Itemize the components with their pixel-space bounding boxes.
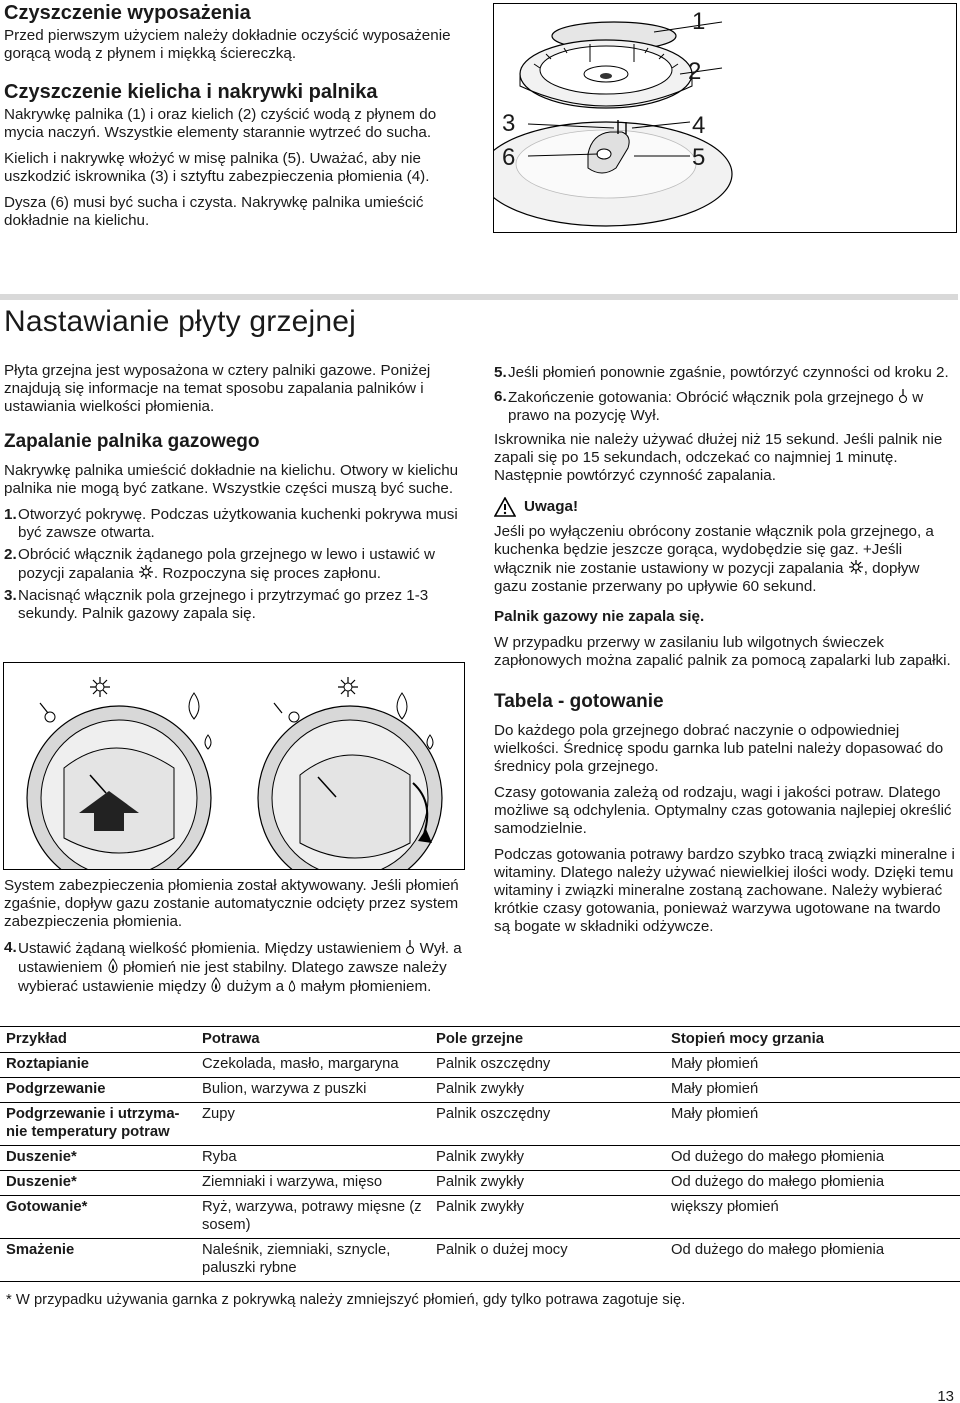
cell-dish: Zupy xyxy=(196,1103,430,1146)
header-example: Przykład xyxy=(0,1027,196,1053)
step-2-content xyxy=(18,546,466,583)
step-4-text-c: płomień nie jest stabilny. Dlatego zawsze należy wybierać ustawienie między xyxy=(18,959,447,995)
cell-zone: Palnik zwykły xyxy=(430,1171,665,1196)
cell-zone: Palnik zwykły xyxy=(430,1196,665,1239)
right-column xyxy=(494,364,956,944)
no-ignite-text: W przypadku przerwy w zasilaniu lub wilgotnych świeczek zapłonowych można zapalić palnik za pomocą zapalarki lub zapałki. xyxy=(494,634,951,669)
cell-example: Smażenie xyxy=(0,1239,196,1282)
table-row xyxy=(0,1078,960,1103)
setting-intro: Płyta grzejna jest wyposażona w cztery palniki gazowe. Poniżej znajdują się informacje na temat sposobu zapalania palników i ustawiania wielkości płomienia. xyxy=(4,362,431,415)
table-row xyxy=(0,1171,960,1196)
cell-level: Od dużego do małego płomienia xyxy=(665,1146,960,1171)
header-dish: Potrawa xyxy=(196,1027,430,1053)
cell-example: Podgrzewanie i utrzyma-nie temperatury potraw xyxy=(0,1103,196,1146)
burner-cleaning-p3: Dysza (6) musi być sucha i czysta. Nakrywkę palnika umieścić dokładnie na kielichu. xyxy=(4,194,424,229)
cooking-table-p2: Czasy gotowania zależą od rodzaju, wagi i jakości potraw. Dlatego możliwe są odchylenia. Optymalny czas gotowania najlepiej określić samodzielnie. xyxy=(494,784,952,837)
step-4-text-a: Ustawić żądaną wielkość płomienia. Między ustawieniem xyxy=(18,940,406,957)
step-5-number: 5. xyxy=(494,364,507,381)
cell-zone: Palnik zwykły xyxy=(430,1146,665,1171)
step-2-text-b: . Rozpoczyna się proces zapłonu. xyxy=(153,565,381,582)
cell-dish: Ryba xyxy=(196,1146,430,1171)
setting-title: Nastawianie płyty grzejnej xyxy=(4,305,357,338)
left-column-lower xyxy=(4,877,466,1000)
table-row xyxy=(0,1146,960,1171)
warning-text-b: , dopływ gazu zostanie przerwany po upływie 60 sekund. xyxy=(494,560,920,595)
step-6 xyxy=(494,388,956,425)
cooking-table xyxy=(0,1026,960,1282)
table-footnote: * W przypadku używania garnka z pokrywką należy zmniejszyć płomień, gdy tylko potrawa zagotuje się. xyxy=(6,1292,686,1308)
burner-label-6: 6 xyxy=(502,144,516,171)
flame-safety-text: System zabezpieczenia płomienia został aktywowany. Jeśli płomień zgaśnie, dopływ gazu zostanie automatycznie odcięty przez system zabezpieczenia płomienia. xyxy=(4,877,459,930)
step-4-content xyxy=(18,939,466,996)
step-5 xyxy=(494,364,956,382)
cleaning-text: Przed pierwszym użyciem należy dokładnie oczyścić wyposażenie gorącą wodą z płynem i miękką ściereczką. xyxy=(4,27,451,62)
cleaning-section xyxy=(4,1,474,63)
step-4-text-e: małym płomieniem. xyxy=(296,978,432,995)
burner-cleaning-p1: Nakrywkę palnika (1) i oraz kielich (2) czyścić wodą z płynem do mycia naczyń. Wszystkie elementy starannie wytrzeć do sucha. xyxy=(4,106,437,141)
knob-diagram xyxy=(3,662,465,870)
step-1 xyxy=(4,506,466,542)
ignition-title: Zapalanie palnika gazowego xyxy=(4,431,260,452)
table-row xyxy=(0,1103,960,1146)
table-row xyxy=(0,1196,960,1239)
step-6-content xyxy=(508,388,956,425)
step-3-text: Nacisnąć włącznik pola grzejnego i przytrzymać go przez 1-3 sekundy. Palnik gazowy zapala się. xyxy=(18,587,429,622)
burner-label-4: 4 xyxy=(692,112,706,139)
burner-cleaning-section xyxy=(4,80,474,230)
off-position-icon xyxy=(898,388,908,404)
cell-example: Podgrzewanie xyxy=(0,1078,196,1103)
cell-zone: Palnik zwykły xyxy=(430,1078,665,1103)
step-6-number: 6. xyxy=(494,388,507,405)
header-level: Stopień mocy grzania xyxy=(665,1027,960,1053)
page-number: 13 xyxy=(937,1388,954,1403)
cell-zone: Palnik oszczędny xyxy=(430,1053,665,1078)
left-column xyxy=(4,362,466,627)
step-4-number: 4. xyxy=(4,939,17,956)
step-4 xyxy=(4,939,466,996)
warning-text-a: Jeśli po wyłączeniu obrócony zostanie włącznik pola grzejnego, a kuchenka będzie jeszcze gorąca, wydobędzie się gaz. +Jeśli włącznik nie zostanie ustawiony w pozycji zapalania xyxy=(494,523,934,577)
table-header-row xyxy=(0,1027,960,1053)
cell-example: Duszenie* xyxy=(0,1171,196,1196)
cell-level: Mały płomień xyxy=(665,1103,960,1146)
warning-title: Uwaga! xyxy=(524,498,579,515)
off-position-icon xyxy=(405,939,415,955)
cell-level: Mały płomień xyxy=(665,1053,960,1078)
cell-level: większy płomień xyxy=(665,1196,960,1239)
cooking-table-title: Tabela - gotowanie xyxy=(494,691,664,712)
burner-label-5: 5 xyxy=(692,144,706,171)
large-flame-icon xyxy=(107,958,119,974)
burner-diagram xyxy=(493,3,957,233)
cell-level: Od dużego do małego płomienia xyxy=(665,1171,960,1196)
cell-example: Duszenie* xyxy=(0,1146,196,1171)
burner-label-2: 2 xyxy=(688,58,702,85)
large-flame-icon xyxy=(210,977,222,993)
cooking-table-p1: Do każdego pola grzejnego dobrać naczynie o odpowiedniej wielkości. Średnicę spodu garnka lub patelni należy dopasować do średnicy pola grzejnego. xyxy=(494,722,944,775)
step-3 xyxy=(4,587,466,623)
burner-drawing xyxy=(494,4,956,232)
cell-dish: Naleśnik, ziemniaki, sznycle, paluszki rybne xyxy=(196,1239,430,1282)
warning-triangle-icon xyxy=(494,497,516,517)
ignition-intro: Nakrywkę palnika umieścić dokładnie na kielichu. Otwory w kielichu palnika nie mogą być zatkane. Wszystkie części muszą być suche. xyxy=(4,462,459,497)
ignition-spark-icon xyxy=(848,559,864,575)
cell-dish: Ryż, warzywa, potrawy mięsne (z sosem) xyxy=(196,1196,430,1239)
step-2-text-a: Obrócić włącznik żądanego pola grzejnego w lewo i ustawić w pozycji zapalania xyxy=(18,546,436,582)
step-3-number: 3. xyxy=(4,587,17,604)
cell-zone: Palnik o dużej mocy xyxy=(430,1239,665,1282)
no-ignite-title: Palnik gazowy nie zapala się. xyxy=(494,608,705,625)
header-zone: Pole grzejne xyxy=(430,1027,665,1053)
burner-cleaning-p2: Kielich i nakrywkę włożyć w misę palnika (5). Uważać, aby nie uszkodzić iskrownika (3) i sztyftu zabezpieczenia płomienia (4). xyxy=(4,150,430,185)
cell-example: Gotowanie* xyxy=(0,1196,196,1239)
igniter-text: Iskrownika nie należy używać dłużej niż 15 sekund. Jeśli palnik nie zapali się po 15 sekundach, odczekać co najmniej 1 minutę. Następnie powtórzyć czynność zapalania. xyxy=(494,431,943,484)
burner-cleaning-title: Czyszczenie kielicha i nakrywki palnika xyxy=(4,81,378,103)
table-row xyxy=(0,1239,960,1282)
cell-level: Od dużego do małego płomienia xyxy=(665,1239,960,1282)
warning-header xyxy=(494,497,956,517)
step-4-text-d: dużym a xyxy=(222,978,289,995)
step-6-text-a: Zakończenie gotowania: Obrócić włącznik pola grzejnego xyxy=(508,389,899,406)
burner-label-1: 1 xyxy=(692,8,706,35)
warning-content xyxy=(494,523,956,596)
cell-zone: Palnik oszczędny xyxy=(430,1103,665,1146)
cell-level: Mały płomień xyxy=(665,1078,960,1103)
burner-label-3: 3 xyxy=(502,110,516,137)
step-2 xyxy=(4,546,466,583)
cell-dish: Czekolada, masło, margaryna xyxy=(196,1053,430,1078)
cooking-table-p3: Podczas gotowania potrawy bardzo szybko tracą związki mineralne i witaminy. Dlatego należy używać niewielkiej ilości wody. Dzięki temu witaminy i związki mineralne zostaną zachowane. Należy wybierać krótkie czasy gotowania, ponieważ warzywa ugotowane na twardo są bogate w składniki odżywcze. xyxy=(494,846,955,935)
cell-example: Roztapianie xyxy=(0,1053,196,1078)
cleaning-title: Czyszczenie wyposażenia xyxy=(4,2,251,24)
step-1-number: 1. xyxy=(4,506,17,523)
step-2-number: 2. xyxy=(4,546,17,563)
step-4-text-b: Wył. a ustawieniem xyxy=(18,940,462,976)
step-6-text-b: w prawo na pozycję Wył. xyxy=(508,389,924,424)
cell-dish: Ziemniaki i warzywa, mięso xyxy=(196,1171,430,1196)
step-1-text: Otworzyć pokrywę. Podczas użytkowania kuchenki pokrywa musi być zawsze otwarta. xyxy=(18,506,458,541)
ignition-spark-icon xyxy=(138,564,154,580)
cell-dish: Bulion, warzywa z puszki xyxy=(196,1078,430,1103)
step-5-text: Jeśli płomień ponownie zgaśnie, powtórzyć czynności od kroku 2. xyxy=(508,364,949,381)
section-divider xyxy=(0,294,958,300)
table-row xyxy=(0,1053,960,1078)
knob-drawing xyxy=(4,663,464,869)
